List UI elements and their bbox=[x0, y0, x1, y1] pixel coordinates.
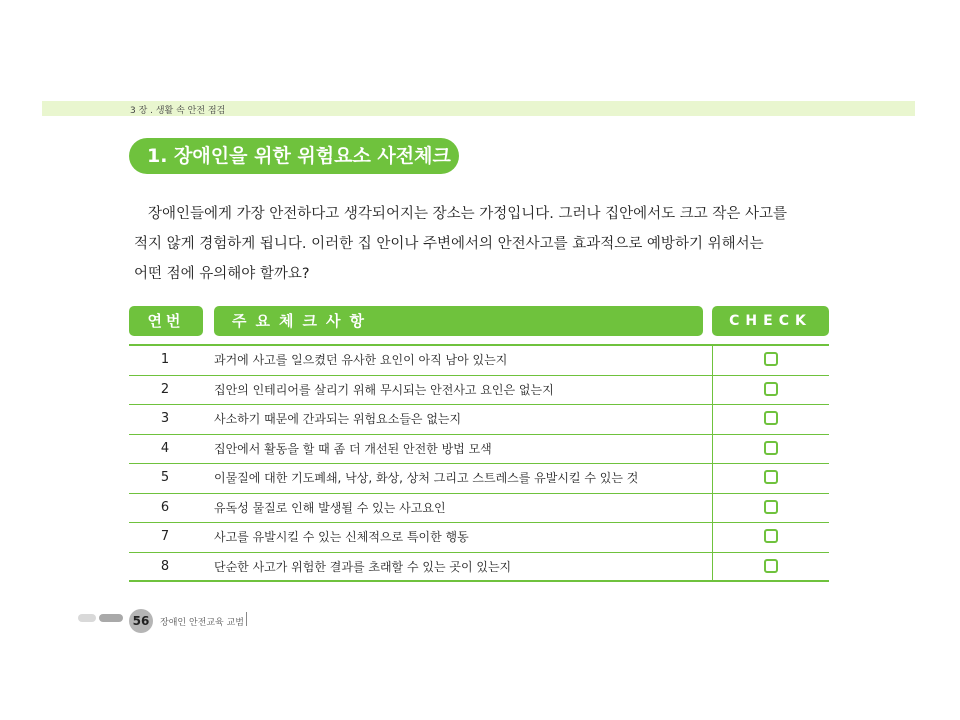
page-number: 56 bbox=[129, 609, 153, 633]
intro-paragraph bbox=[134, 199, 814, 289]
intro-line-2: 적지 않게 경험하게 됩니다. 이러한 집 안이나 주변에서의 안전사고를 효과적으로 예방하기 위해서는 bbox=[134, 236, 764, 252]
column-header-no: 연번 bbox=[129, 306, 203, 336]
checkbox[interactable] bbox=[764, 470, 778, 484]
checkbox[interactable] bbox=[764, 500, 778, 514]
checkbox[interactable] bbox=[764, 382, 778, 396]
row-item: 사고를 유발시킬 수 있는 신체적으로 특이한 행동 bbox=[214, 530, 469, 544]
check-cell bbox=[712, 435, 829, 464]
checkbox[interactable] bbox=[764, 352, 778, 366]
row-item: 단순한 사고가 위험한 결과를 초래할 수 있는 곳이 있는지 bbox=[214, 559, 512, 574]
row-item: 집안에서 활동을 할 때 좀 더 개선된 안전한 방법 모색 bbox=[214, 441, 492, 456]
footer-decor-bar bbox=[78, 614, 96, 622]
row-number: 7 bbox=[160, 529, 170, 544]
row-number: 3 bbox=[160, 411, 170, 426]
intro-line-3: 어떤 점에 유의해야 할까요? bbox=[134, 266, 310, 282]
check-cell bbox=[712, 553, 829, 581]
row-item: 집안의 인테리어를 살리기 위해 무시되는 안전사고 요인은 없는지 bbox=[214, 382, 554, 397]
column-header-item: 주요체크사항 bbox=[214, 306, 703, 336]
check-cell bbox=[712, 464, 829, 493]
check-cell bbox=[712, 376, 829, 405]
chapter-label: 3 장 . 생활 속 안전 점검 bbox=[130, 106, 226, 116]
footer-title: 장애인 안전교육 교범 bbox=[160, 618, 244, 628]
table-row bbox=[129, 464, 829, 494]
row-item: 이물질에 대한 기도폐쇄, 낙상, 화상, 상처 그리고 스트레스를 유발시킬 수 있는 것 bbox=[214, 471, 639, 485]
row-item: 사소하기 때문에 간과되는 위험요소들은 없는지 bbox=[214, 412, 462, 426]
table-row bbox=[129, 376, 829, 406]
checkbox[interactable] bbox=[764, 441, 778, 455]
section-title: 1. 장애인을 위한 위험요소 사전체크 bbox=[129, 138, 459, 174]
checklist-table bbox=[129, 344, 829, 582]
column-header-check: CHECK bbox=[712, 306, 829, 336]
row-number: 6 bbox=[160, 499, 170, 515]
table-row bbox=[129, 523, 829, 553]
intro-line-1: 장애인들에게 가장 안전하다고 생각되어지는 장소는 가정입니다. 그러나 집안에서도 크고 작은 사고를 bbox=[148, 206, 787, 222]
check-cell bbox=[712, 405, 829, 434]
row-number: 1 bbox=[160, 352, 170, 367]
check-cell bbox=[712, 346, 829, 375]
check-cell bbox=[712, 494, 829, 523]
row-number: 2 bbox=[160, 381, 170, 397]
footer-divider bbox=[246, 612, 247, 626]
checkbox[interactable] bbox=[764, 411, 778, 425]
row-item: 유독성 물질로 인해 발생될 수 있는 사고요인 bbox=[214, 500, 446, 515]
table-row bbox=[129, 346, 829, 376]
chapter-header-band bbox=[42, 101, 915, 116]
checkbox[interactable] bbox=[764, 559, 778, 573]
checkbox[interactable] bbox=[764, 529, 778, 543]
footer-decor-bar bbox=[99, 614, 123, 622]
check-cell bbox=[712, 523, 829, 552]
row-number: 5 bbox=[160, 470, 170, 485]
table-row bbox=[129, 405, 829, 435]
table-row bbox=[129, 435, 829, 465]
row-item: 과거에 사고를 일으켰던 유사한 요인이 아직 남아 있는지 bbox=[214, 353, 508, 367]
row-number: 4 bbox=[160, 440, 170, 456]
row-number: 8 bbox=[160, 558, 170, 574]
table-row bbox=[129, 553, 829, 583]
table-row bbox=[129, 494, 829, 524]
